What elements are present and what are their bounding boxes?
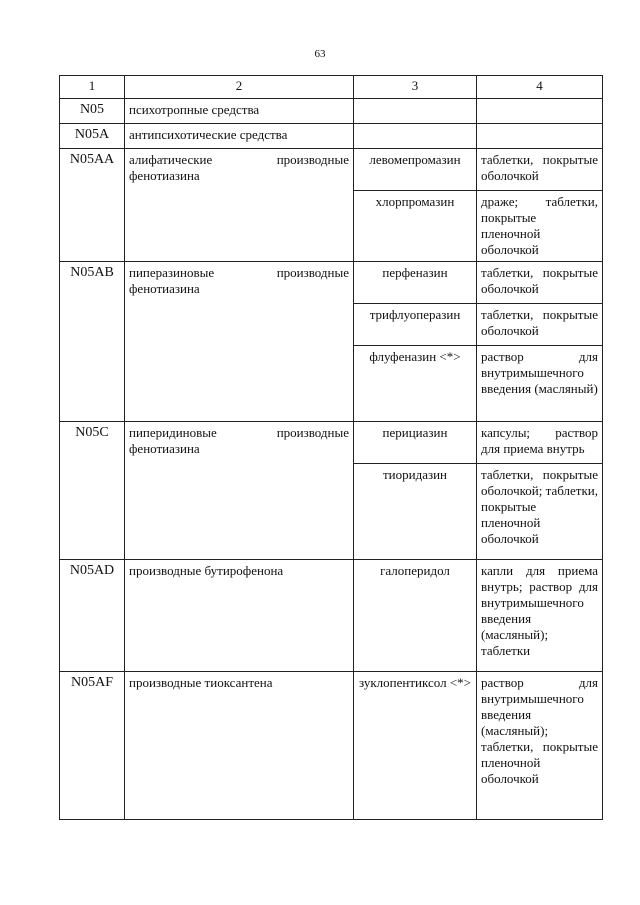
drug-name: перициазин <box>354 422 477 464</box>
atc-code: N05A <box>60 124 125 149</box>
page-number: 63 <box>314 48 326 60</box>
table-row <box>60 560 603 672</box>
column-header-2: 2 <box>125 76 354 99</box>
group-name: пиперазиновые производные фенотиазина <box>125 262 354 422</box>
drug-name: тиоридазин <box>354 464 477 560</box>
table-row <box>60 149 603 191</box>
drug-name: флуфеназин <*> <box>354 346 477 422</box>
table-row <box>60 422 603 464</box>
drug-name: левомепромазин <box>354 149 477 191</box>
drug-table <box>59 75 603 820</box>
dosage-form: таблетки, покрытые оболочкой <box>477 262 603 304</box>
column-header-4: 4 <box>477 76 603 99</box>
atc-code: N05C <box>60 422 125 560</box>
group-name: психотропные средства <box>125 99 354 124</box>
drug-name: галоперидол <box>354 560 477 672</box>
column-header-3: 3 <box>354 76 477 99</box>
header-row <box>60 76 603 99</box>
atc-code: N05AA <box>60 149 125 262</box>
group-name: пиперидиновые производные фенотиазина <box>125 422 354 560</box>
table-row <box>60 124 603 149</box>
drug-name: хлорпромазин <box>354 191 477 262</box>
dosage-form: драже; таблетки, покрытые пленочной оболочкой <box>477 191 603 262</box>
dosage-form: капли для приема внутрь; раствор для внутримышечного введения (масляный); таблетки <box>477 560 603 672</box>
group-name: антипсихотические средства <box>125 124 354 149</box>
drug-name: зуклопентиксол <*> <box>354 672 477 820</box>
atc-code: N05AB <box>60 262 125 422</box>
group-name: производные бутирофенона <box>125 560 354 672</box>
table-row <box>60 99 603 124</box>
dosage-form <box>477 99 603 124</box>
dosage-form: таблетки, покрытые оболочкой <box>477 149 603 191</box>
drug-name: трифлуоперазин <box>354 304 477 346</box>
dosage-form: капсулы; раствор для приема внутрь <box>477 422 603 464</box>
drug-name <box>354 99 477 124</box>
table-row <box>60 262 603 304</box>
drug-name: перфеназин <box>354 262 477 304</box>
group-name: алифатические производные фенотиазина <box>125 149 354 262</box>
dosage-form: таблетки, покрытые оболочкой; таблетки, покрытые пленочной оболочкой <box>477 464 603 560</box>
drug-name <box>354 124 477 149</box>
atc-code: N05AF <box>60 672 125 820</box>
atc-code: N05AD <box>60 560 125 672</box>
dosage-form: таблетки, покрытые оболочкой <box>477 304 603 346</box>
group-name: производные тиоксантена <box>125 672 354 820</box>
atc-code: N05 <box>60 99 125 124</box>
dosage-form: раствор для внутримышечного введения (масляный); таблетки, покрытые пленочной оболочкой <box>477 672 603 820</box>
dosage-form: раствор для внутримышечного введения (масляный) <box>477 346 603 422</box>
dosage-form <box>477 124 603 149</box>
column-header-1: 1 <box>60 76 125 99</box>
table-row <box>60 672 603 820</box>
